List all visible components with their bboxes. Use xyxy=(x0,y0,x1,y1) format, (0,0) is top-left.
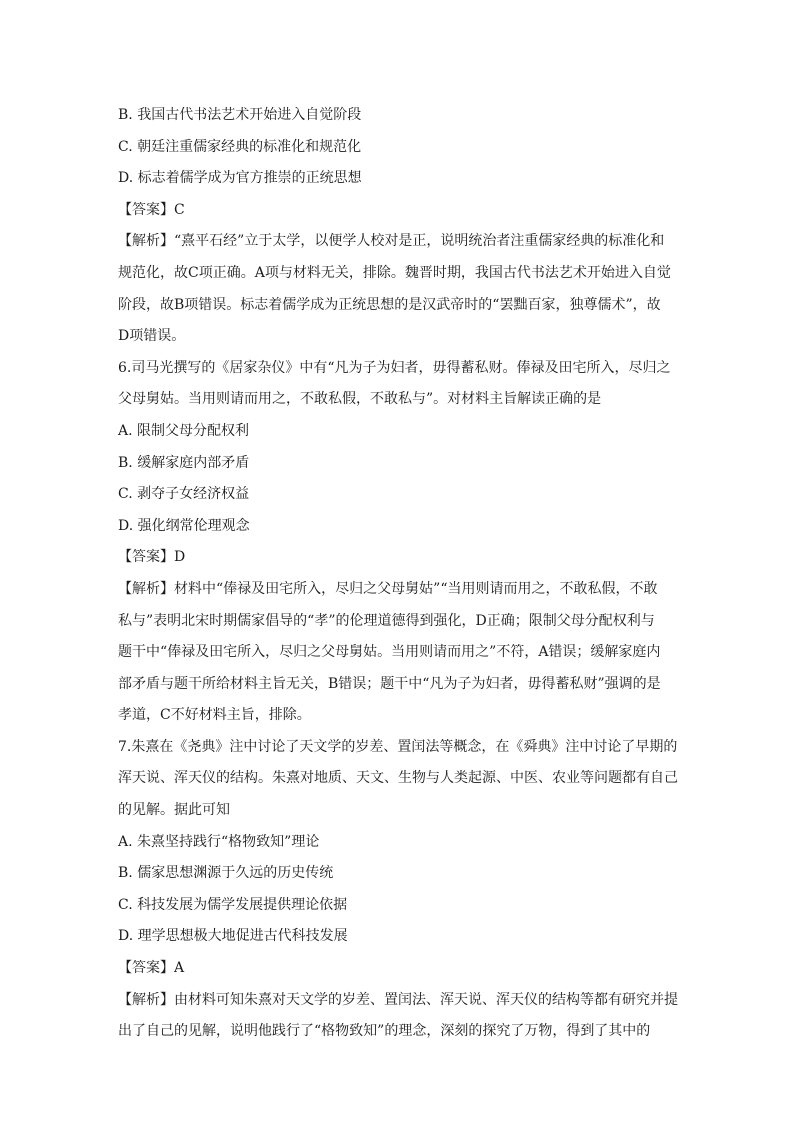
option-d-q7: D. 理学思想极大地促进古代科技发展 xyxy=(118,928,348,945)
analysis-q5-line-2: 规范化，故C项正确。A项与材料无关，排除。魏晋时期，我国古代书法艺术开始进入自觉 xyxy=(118,264,671,281)
option-c-q5: C. 朝廷注重儒家经典的标准化和规范化 xyxy=(118,138,362,155)
analysis-q5-line-4: D项错误。 xyxy=(118,328,186,345)
analysis-q6-line-1: 【解析】材料中“俸禄及田宅所入，尽归之父母舅姑”“当用则请而用之，不敢私假，不敢 xyxy=(118,580,658,597)
answer-q6: 【答案】D xyxy=(118,549,186,566)
option-d-q6: D. 强化纲常伦理观念 xyxy=(118,517,250,534)
answer-q7: 【答案】A xyxy=(118,960,185,977)
question-7-line-2: 浑天说、浑天仪的结构。朱熹对地质、天文、生物与人类起源、中医、农业等问题都有自己 xyxy=(118,770,678,787)
option-b-q7: B. 儒家思想渊源于久远的历史传统 xyxy=(118,865,334,882)
question-7-line-3: 的见解。据此可知 xyxy=(118,802,230,819)
analysis-q6-line-4: 部矛盾与题干所给材料主旨无关，B错误；题干中“凡为子为妇者，毋得蓄私财”强调的是 xyxy=(118,675,661,692)
analysis-q5-line-3: 阶段，故B项错误。标志着儒学成为正统思想的是汉武帝时的“罢黜百家，独尊儒术”，故 xyxy=(118,296,661,313)
document-page xyxy=(118,100,678,1048)
option-b-q6: B. 缓解家庭内部矛盾 xyxy=(118,454,250,471)
analysis-q7-line-1: 【解析】由材料可知朱熹对天文学的岁差、置闰法、浑天说、浑天仪的结构等都有研究并提 xyxy=(118,991,678,1008)
question-7-line-1: 7.朱熹在《尧典》注中讨论了天文学的岁差、置闰法等概念，在《舜典》注中讨论了早期的 xyxy=(118,738,678,755)
option-a-q6: A. 限制父母分配权利 xyxy=(118,422,250,439)
question-6-line-2: 父母舅姑。当用则请而用之，不敢私假，不敢私与”。对材料主旨解读正确的是 xyxy=(118,391,602,408)
answer-q5: 【答案】C xyxy=(118,201,185,218)
analysis-q6-line-2: 私与”表明北宋时期儒家倡导的“孝”的伦理道德得到强化，D正确；限制父母分配权利与 xyxy=(118,612,655,629)
question-6-line-1: 6.司马光撰写的《居家杂仪》中有“凡为子为妇者，毋得蓄私财。俸禄及田宅所入，尽归之 xyxy=(118,359,671,376)
option-c-q7: C. 科技发展为儒学发展提供理论依据 xyxy=(118,896,348,913)
option-c-q6: C. 剥夺子女经济权益 xyxy=(118,486,250,503)
option-d-q5: D. 标志着儒学成为官方推崇的正统思想 xyxy=(118,170,362,187)
analysis-q6-line-5: 孝道，C不好材料主旨，排除。 xyxy=(118,707,311,724)
analysis-q7-line-2: 出了自己的见解，说明他践行了“格物致知”的理念，深刻的探究了万物，得到了其中的 xyxy=(118,1023,651,1040)
analysis-q6-line-3: 题干中“俸禄及田宅所入，尽归之父母舅姑。当用则请而用之”不符，A错误；缓解家庭内 xyxy=(118,644,661,661)
option-a-q7: A. 朱熹坚持践行“格物致知”理论 xyxy=(118,833,320,850)
analysis-q5-line-1: 【解析】“熹平石经”立于太学，以便学人校对是正，说明统治者注重儒家经典的标准化和 xyxy=(118,233,665,250)
option-b-q5: B. 我国古代书法艺术开始进入自觉阶段 xyxy=(118,107,362,123)
